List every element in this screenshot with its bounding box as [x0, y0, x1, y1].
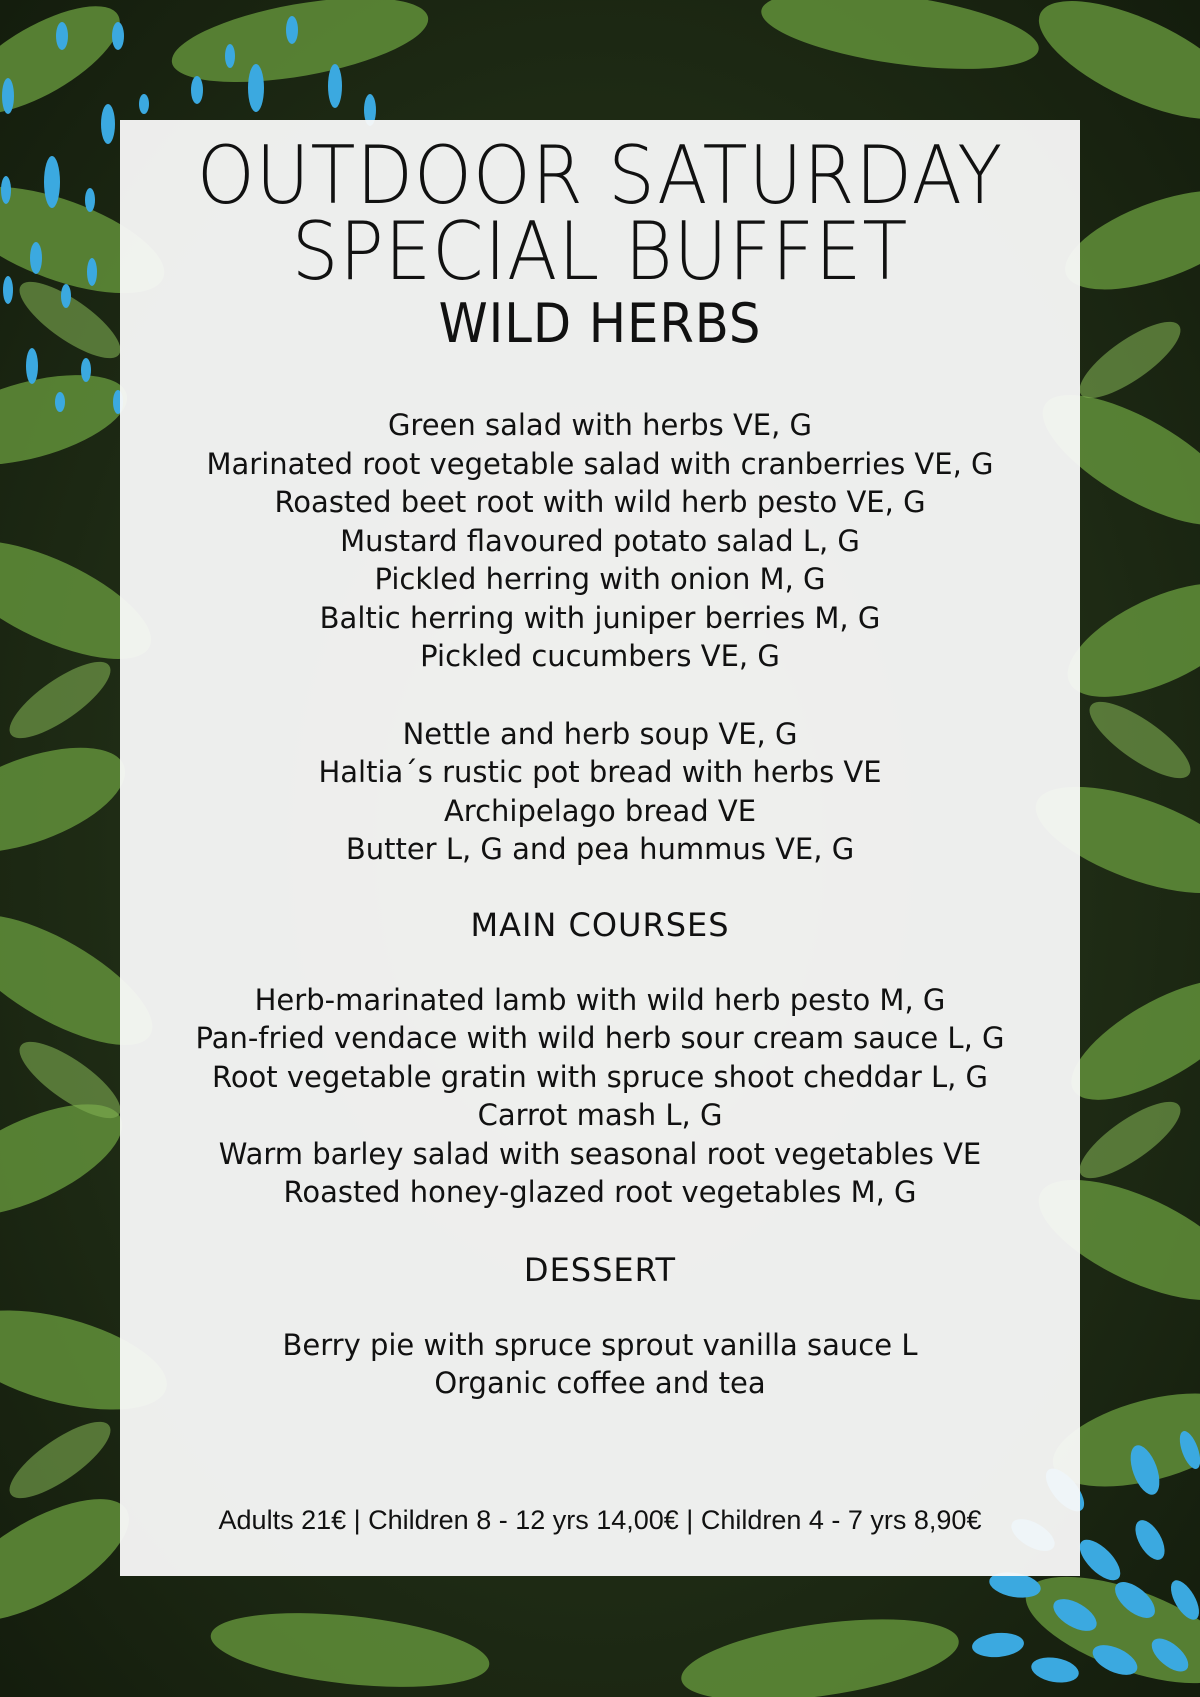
- starters-list: [120, 406, 1080, 676]
- list-item: Pan-fried vendace with wild herb sour cream sauce L, G: [195, 1021, 1005, 1055]
- list-item: Butter L, G and pea hummus VE, G: [345, 832, 855, 866]
- main-courses-list: [120, 981, 1080, 1212]
- menu-card: [120, 120, 1080, 1576]
- list-item: Archipelago bread VE: [443, 793, 757, 828]
- menu-title: [158, 129, 1041, 298]
- list-item: Carrot mash L, G: [477, 1098, 723, 1132]
- list-item: Nettle and herb soup VE, G: [402, 716, 798, 751]
- list-item: Green salad with herbs VE, G: [387, 408, 813, 442]
- dessert-heading: DESSERT: [523, 1250, 677, 1289]
- price-line: Adults 21€ | Children 8 - 12 yrs 14,00€ | Children 4 - 7 yrs 8,90€: [218, 1505, 982, 1535]
- title-line-2: SPECIAL BUFFET: [291, 205, 909, 298]
- dessert-list: [120, 1326, 1080, 1403]
- list-item: Mustard flavoured potato salad L, G: [340, 523, 860, 558]
- menu-subtitle: WILD HERBS: [438, 292, 762, 355]
- list-item: Pickled cucumbers VE, G: [420, 639, 780, 673]
- soup-bread-list: [120, 715, 1080, 869]
- list-item: Baltic herring with juniper berries M, G: [319, 600, 881, 635]
- list-item: Warm barley salad with seasonal root vegetables VE: [218, 1136, 982, 1171]
- list-item: Marinated root vegetable salad with cranberries VE, G: [206, 446, 994, 481]
- list-item: Berry pie with spruce sprout vanilla sauce L: [282, 1327, 918, 1362]
- list-item: Herb-marinated lamb with wild herb pesto M, G: [254, 982, 946, 1017]
- title-line-1: OUTDOOR SATURDAY: [196, 129, 1004, 222]
- main-courses-heading: MAIN COURSES: [470, 905, 730, 944]
- list-item: Pickled herring with onion M, G: [374, 562, 826, 596]
- list-item: Roasted honey-glazed root vegetables M, G: [283, 1175, 917, 1209]
- list-item: Haltia´s rustic pot bread with herbs VE: [318, 755, 882, 789]
- list-item: Organic coffee and tea: [434, 1366, 766, 1400]
- list-item: Root vegetable gratin with spruce shoot cheddar L, G: [211, 1059, 989, 1094]
- list-item: Roasted beet root with wild herb pesto VE, G: [274, 485, 926, 519]
